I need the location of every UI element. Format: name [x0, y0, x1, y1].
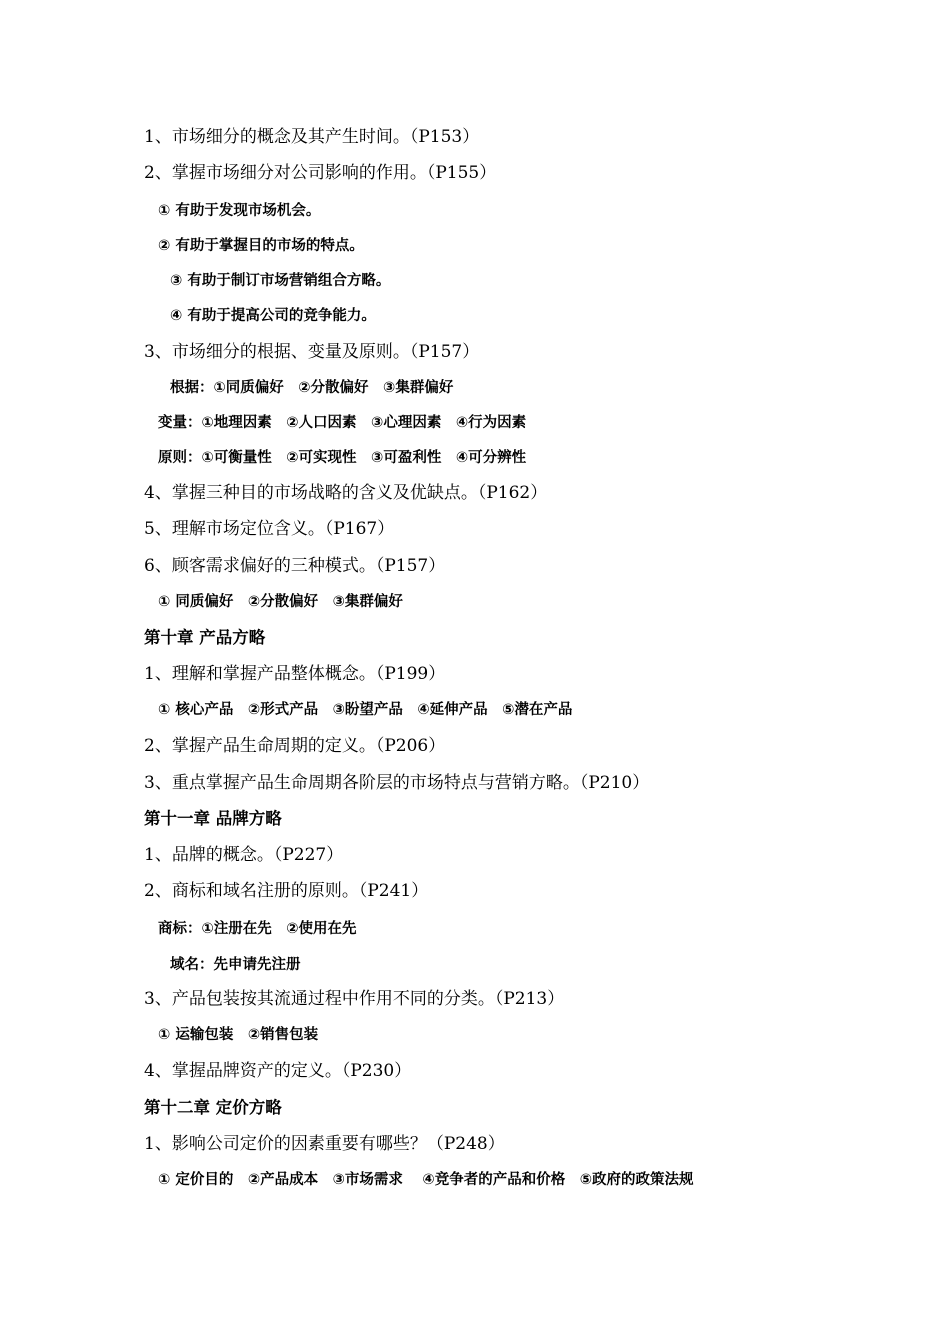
- ch10-answer-1: ① 核心产品 ②形式产品 ③盼望产品 ④延伸产品 ⑤潜在产品: [158, 702, 573, 718]
- ch12-answer-1: ① 定价目的 ②产品成本 ③市场需求 ④竞争者的产品和价格 ⑤政府的政策法规: [158, 1172, 694, 1188]
- chapter-10-heading: 第十章 产品方略: [144, 628, 266, 647]
- ch11-item-4-brand-equity: 4、掌握品牌资产的定义。（P230）: [144, 1061, 412, 1081]
- answer-3-basis: 根据：①同质偏好 ②分散偏好 ③集群偏好: [170, 380, 454, 396]
- answer-3-principles: 原则：①可衡量性 ②可实现性 ③可盈利性 ④可分辨性: [158, 450, 527, 466]
- item-5-market-positioning: 5、理解市场定位含义。（P167）: [144, 519, 395, 539]
- item-6-preference-patterns: 6、顾客需求偏好的三种模式。（P157）: [144, 556, 446, 576]
- chapter-11-heading: 第十一章 品牌方略: [144, 809, 282, 828]
- answer-2-2: ② 有助于掌握目的市场的特点。: [158, 238, 364, 254]
- ch11-item-3-packaging: 3、产品包装按其流通过程中作用不同的分类。（P213）: [144, 989, 565, 1009]
- item-1-market-segmentation-concept: 1、市场细分的概念及其产生时间。（P153）: [144, 127, 480, 147]
- item-4-target-market-strategies: 4、掌握三种目的市场战略的含义及优缺点。（P162）: [144, 483, 548, 503]
- ch11-item-2-registration: 2、商标和域名注册的原则。（P241）: [144, 881, 429, 901]
- ch11-answer-trademark: 商标：①注册在先 ②使用在先: [158, 921, 357, 937]
- ch11-answer-domain: 域名：先申请先注册: [170, 957, 301, 973]
- ch11-answer-packaging: ① 运输包装 ②销售包装: [158, 1027, 319, 1043]
- answer-6: ① 同质偏好 ②分散偏好 ③集群偏好: [158, 594, 403, 610]
- chapter-12-heading: 第十二章 定价方略: [144, 1098, 282, 1117]
- answer-2-1: ① 有助于发现市场机会。: [158, 203, 321, 219]
- ch10-item-2-life-cycle: 2、掌握产品生命周期的定义。（P206）: [144, 736, 446, 756]
- answer-2-3: ③ 有助于制订市场营销组合方略。: [170, 273, 391, 289]
- ch12-item-1-pricing-factors: 1、影响公司定价的因素重要有哪些？（P248）: [144, 1134, 505, 1154]
- item-3-segmentation-basis: 3、市场细分的根据、变量及原则。（P157）: [144, 342, 480, 362]
- answer-2-4: ④ 有助于提高公司的竞争能力。: [170, 308, 376, 324]
- ch11-item-1-brand-concept: 1、品牌的概念。（P227）: [144, 845, 344, 865]
- item-2-segmentation-effect: 2、掌握市场细分对公司影响的作用。（P155）: [144, 163, 497, 183]
- answer-3-variables: 变量：①地理因素 ②人口因素 ③心理因素 ④行为因素: [158, 415, 527, 431]
- ch10-item-3-life-cycle-stages: 3、重点掌握产品生命周期各阶层的市场特点与营销方略。（P210）: [144, 773, 650, 793]
- ch10-item-1-product-concept: 1、理解和掌握产品整体概念。（P199）: [144, 664, 446, 684]
